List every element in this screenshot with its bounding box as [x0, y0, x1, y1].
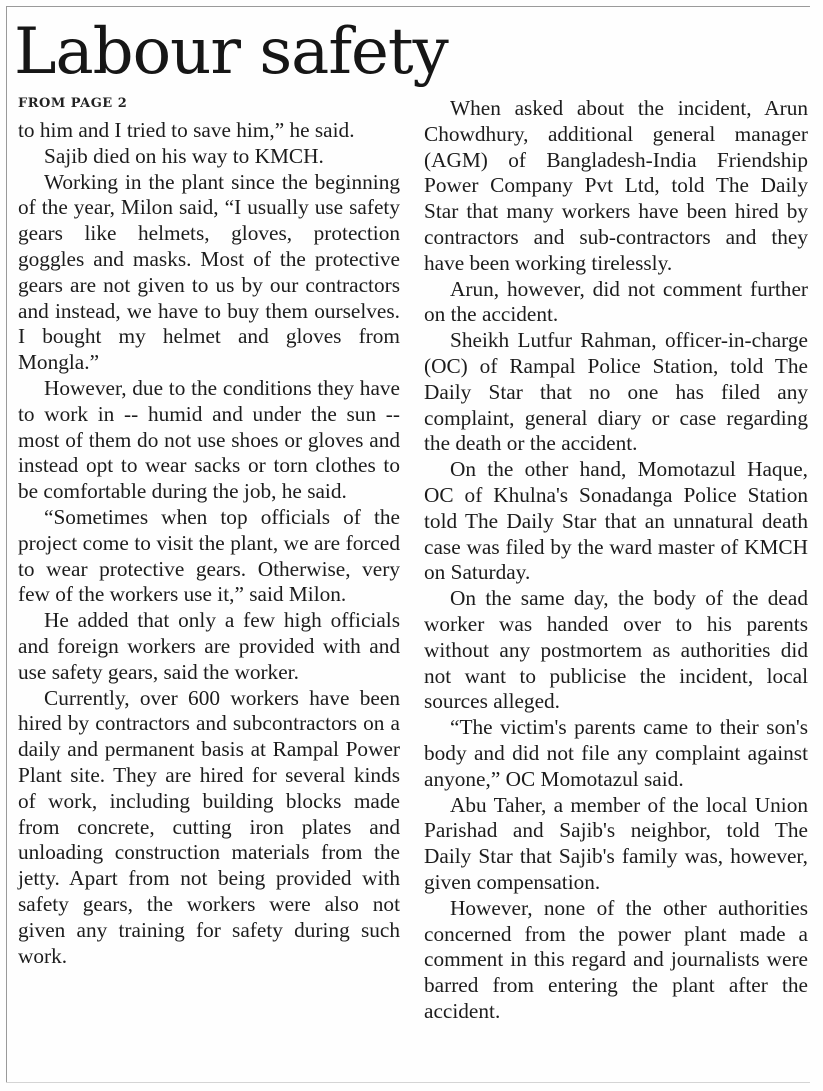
paragraph: On the other hand, Momotazul Haque, OC of Khulna's Sonadanga Police Station told The Daily Star that an unnatural death case was filed by the ward master of KMCH on Saturday. [424, 457, 808, 585]
paragraph: However, due to the conditions they have to work in -- humid and under the sun -- most of them do not use shoes or gloves and instead opt to wear sacks or torn clothes to be comfortable during the job, he said. [18, 375, 400, 504]
article-headline: Labour safety [14, 15, 448, 89]
article-column-2 [424, 96, 808, 1025]
paragraph: Currently, over 600 workers have been hired by contractors and subcontractors on a daily and permanent basis at Rampal Power Plant site. They are hired for several kinds of work, including building blocks made from concrete, cutting iron plates and unloading construction materials from the jetty. Apart from not being provided with safety gears, the workers were also not given any training for safety during such work. [18, 685, 400, 968]
paragraph: Sajib died on his way to KMCH. [44, 143, 324, 168]
article-column-1 [18, 118, 400, 969]
paragraph: “Sometimes when top officials of the project come to visit the plant, we are forced to wear protective gears. Otherwise, very few of the workers use it,” said Milon. [18, 504, 400, 607]
jump-label: FROM PAGE 2 [18, 96, 128, 111]
paragraph: When asked about the incident, Arun Chowdhury, additional general manager (AGM) of Bangladesh-India Friendship Power Company Pvt Ltd, told The Daily Star that many workers have been hired by contractors and sub-contractors and they have been working tirelessly. [424, 96, 808, 275]
paragraph: On the same day, the body of the dead worker was handed over to his parents without any postmortem as authorities did not want to publicise the incident, local sources alleged. [424, 586, 808, 714]
paragraph: Working in the plant since the beginning of the year, Milon said, “I usually use safety gears like helmets, gloves, protection goggles and masks. Most of the protective gears are not given to us by our contractors and instead, we have to buy them ourselves. I bought my helmet and gloves from Mongla.” [18, 169, 400, 375]
paragraph: He added that only a few high officials and foreign workers are provided with and use safety gears, said the worker. [18, 608, 400, 684]
paragraph: to him and I tried to save him,” he said. [18, 118, 355, 142]
paragraph: “The victim's parents came to their son's body and did not file any complaint against anyone,” OC Momotazul said. [424, 715, 808, 791]
paragraph: However, none of the other authorities concerned from the power plant made a comment in this regard and journalists were barred from entering the plant after the accident. [424, 895, 808, 1023]
paragraph: Abu Taher, a member of the local Union Parishad and Sajib's neighbor, told The Daily Star that Sajib's family was, however, given compensation. [424, 792, 808, 894]
paragraph: Arun, however, did not comment further on the accident. [424, 276, 808, 327]
left-border-rule [6, 6, 7, 1082]
paragraph: Sheikh Lutfur Rahman, officer-in-charge (OC) of Rampal Police Station, told The Daily Star that no one has filed any complaint, general diary or case regarding the death or the accident. [424, 328, 808, 456]
top-border-rule [6, 6, 810, 7]
bottom-border-rule [6, 1082, 810, 1083]
